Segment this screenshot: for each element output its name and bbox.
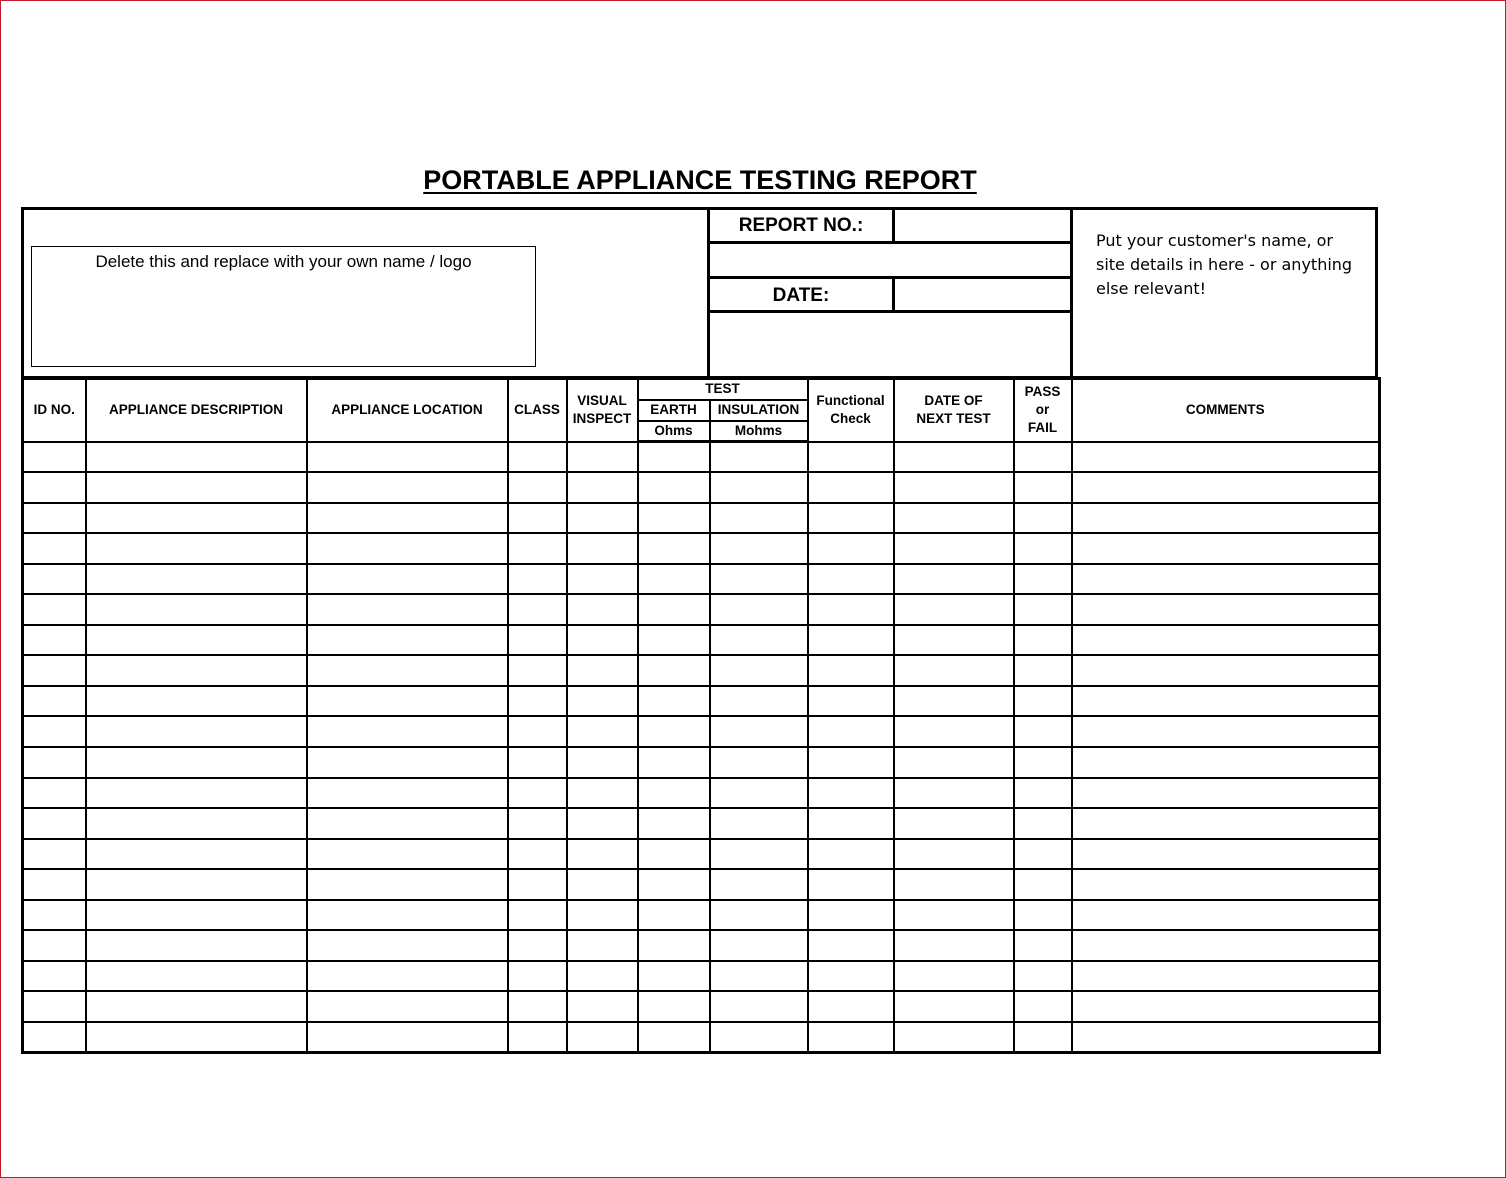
- table-cell[interactable]: [23, 472, 86, 503]
- table-cell[interactable]: [1014, 869, 1072, 900]
- table-cell[interactable]: [1014, 442, 1072, 473]
- table-cell[interactable]: [508, 930, 567, 961]
- col-earth-unit: Ohms: [638, 421, 710, 442]
- table-cell[interactable]: [638, 594, 710, 625]
- table-cell[interactable]: [808, 839, 894, 870]
- table-cell[interactable]: [710, 472, 808, 503]
- table-row: [23, 778, 1380, 809]
- table-cell[interactable]: [307, 625, 508, 656]
- table-cell[interactable]: [638, 869, 710, 900]
- table-cell[interactable]: [23, 503, 86, 534]
- table-cell[interactable]: [86, 594, 307, 625]
- table-cell[interactable]: [508, 991, 567, 1022]
- col-visual-line-1: VISUAL: [577, 393, 627, 409]
- table-cell[interactable]: [508, 900, 567, 931]
- col-pass-fail: [1014, 379, 1072, 442]
- table-cell[interactable]: [86, 930, 307, 961]
- col-next-test-line-2: NEXT TEST: [916, 411, 991, 427]
- table-cell[interactable]: [307, 1022, 508, 1053]
- table-row: [23, 625, 1380, 656]
- table-cell[interactable]: [1072, 961, 1380, 992]
- table-cell[interactable]: [710, 503, 808, 534]
- table-cell[interactable]: [638, 808, 710, 839]
- table-cell[interactable]: [86, 716, 307, 747]
- table-cell[interactable]: [808, 442, 894, 473]
- table-cell[interactable]: [1072, 778, 1380, 809]
- table-cell[interactable]: [86, 778, 307, 809]
- col-id-no: ID NO.: [23, 379, 86, 442]
- table-row: [23, 716, 1380, 747]
- table-cell[interactable]: [307, 991, 508, 1022]
- table-cell[interactable]: [1014, 961, 1072, 992]
- table-cell[interactable]: [307, 533, 508, 564]
- table-cell[interactable]: [567, 686, 638, 717]
- table-row: [23, 533, 1380, 564]
- col-appliance-description: APPLIANCE DESCRIPTION: [86, 379, 307, 442]
- table-cell[interactable]: [808, 533, 894, 564]
- table-cell[interactable]: [638, 686, 710, 717]
- col-comments: COMMENTS: [1072, 379, 1380, 442]
- table-cell[interactable]: [1014, 625, 1072, 656]
- table-cell[interactable]: [1072, 1022, 1380, 1053]
- table-cell[interactable]: [508, 869, 567, 900]
- table-cell[interactable]: [638, 503, 710, 534]
- table-cell[interactable]: [23, 839, 86, 870]
- table-row: [23, 961, 1380, 992]
- col-earth: EARTH: [638, 400, 710, 421]
- table-cell[interactable]: [508, 503, 567, 534]
- col-pass-line-2: or: [1035, 402, 1050, 418]
- table-cell[interactable]: [808, 961, 894, 992]
- table-cell[interactable]: [86, 991, 307, 1022]
- table-cell[interactable]: [710, 961, 808, 992]
- table-cell[interactable]: [638, 716, 710, 747]
- col-visual-inspect: [567, 379, 638, 442]
- table-cell[interactable]: [567, 900, 638, 931]
- table-cell[interactable]: [567, 778, 638, 809]
- table-cell[interactable]: [508, 564, 567, 595]
- table-cell[interactable]: [86, 869, 307, 900]
- table-cell[interactable]: [638, 442, 710, 473]
- table-cell[interactable]: [1014, 716, 1072, 747]
- col-pass-line-3: FAIL: [1027, 420, 1058, 436]
- table-cell[interactable]: [1014, 839, 1072, 870]
- report-title: PORTABLE APPLIANCE TESTING REPORT: [423, 165, 977, 195]
- table-cell[interactable]: [23, 778, 86, 809]
- table-cell[interactable]: [710, 930, 808, 961]
- col-insulation-unit: Mohms: [710, 421, 808, 442]
- table-cell[interactable]: [894, 900, 1014, 931]
- table-cell[interactable]: [567, 564, 638, 595]
- table-row: [23, 991, 1380, 1022]
- table-cell[interactable]: [23, 655, 86, 686]
- table-cell[interactable]: [1072, 686, 1380, 717]
- table-cell[interactable]: [23, 442, 86, 473]
- table-cell[interactable]: [710, 991, 808, 1022]
- table-cell[interactable]: [508, 808, 567, 839]
- table-cell[interactable]: [710, 564, 808, 595]
- table-cell[interactable]: [1014, 503, 1072, 534]
- table-cell[interactable]: [508, 961, 567, 992]
- table-cell[interactable]: [23, 533, 86, 564]
- table-cell[interactable]: [638, 747, 710, 778]
- col-visual-line-2: INSPECT: [572, 411, 632, 427]
- table-cell[interactable]: [1014, 747, 1072, 778]
- table-cell[interactable]: [1072, 991, 1380, 1022]
- table-cell[interactable]: [808, 747, 894, 778]
- table-cell[interactable]: [307, 747, 508, 778]
- table-cell[interactable]: [307, 594, 508, 625]
- table-cell[interactable]: [1014, 655, 1072, 686]
- date-field[interactable]: [895, 279, 1067, 310]
- table-cell[interactable]: [710, 655, 808, 686]
- table-cell[interactable]: [567, 1022, 638, 1053]
- table-cell[interactable]: [808, 503, 894, 534]
- table-cell[interactable]: [808, 869, 894, 900]
- table-cell[interactable]: [894, 869, 1014, 900]
- table-cell[interactable]: [86, 655, 307, 686]
- table-cell[interactable]: [1072, 930, 1380, 961]
- report-notes-field[interactable]: [710, 313, 1067, 377]
- table-cell[interactable]: [86, 808, 307, 839]
- table-cell[interactable]: [508, 594, 567, 625]
- table-cell[interactable]: [307, 808, 508, 839]
- table-row: [23, 930, 1380, 961]
- table-cell[interactable]: [86, 442, 307, 473]
- table-cell[interactable]: [23, 1022, 86, 1053]
- table-cell[interactable]: [1072, 594, 1380, 625]
- table-cell[interactable]: [567, 442, 638, 473]
- table-cell[interactable]: [894, 716, 1014, 747]
- table-cell[interactable]: [307, 900, 508, 931]
- table-cell[interactable]: [23, 686, 86, 717]
- table-cell[interactable]: [508, 686, 567, 717]
- table-cell[interactable]: [1014, 808, 1072, 839]
- table-cell[interactable]: [1014, 900, 1072, 931]
- table-cell[interactable]: [808, 625, 894, 656]
- table-cell[interactable]: [710, 594, 808, 625]
- table-cell[interactable]: [508, 625, 567, 656]
- table-row: [23, 686, 1380, 717]
- table-cell[interactable]: [307, 839, 508, 870]
- table-row: [23, 839, 1380, 870]
- table-cell[interactable]: [638, 655, 710, 686]
- table-cell[interactable]: [1072, 808, 1380, 839]
- table-cell[interactable]: [1072, 503, 1380, 534]
- table-cell[interactable]: [23, 961, 86, 992]
- table-cell[interactable]: [1072, 564, 1380, 595]
- table-cell[interactable]: [23, 564, 86, 595]
- table-cell[interactable]: [567, 716, 638, 747]
- table-cell[interactable]: [710, 839, 808, 870]
- table-cell[interactable]: [710, 533, 808, 564]
- col-insulation: INSULATION: [710, 400, 808, 421]
- table-cell[interactable]: [23, 747, 86, 778]
- table-cell[interactable]: [894, 503, 1014, 534]
- table-cell[interactable]: [710, 900, 808, 931]
- col-appliance-location: APPLIANCE LOCATION: [307, 379, 508, 442]
- table-cell[interactable]: [1072, 900, 1380, 931]
- table-cell[interactable]: [808, 900, 894, 931]
- table-cell[interactable]: [710, 778, 808, 809]
- col-functional-line-2: Check: [830, 411, 871, 427]
- table-cell[interactable]: [307, 961, 508, 992]
- table-cell[interactable]: [710, 625, 808, 656]
- table-cell[interactable]: [808, 655, 894, 686]
- table-cell[interactable]: [894, 747, 1014, 778]
- table-cell[interactable]: [307, 503, 508, 534]
- table-cell[interactable]: [1072, 655, 1380, 686]
- table-cell[interactable]: [894, 778, 1014, 809]
- table-cell[interactable]: [307, 869, 508, 900]
- table-cell[interactable]: [1014, 472, 1072, 503]
- col-next-test-line-1: DATE OF: [924, 393, 983, 409]
- table-cell[interactable]: [638, 472, 710, 503]
- table-cell[interactable]: [1014, 1022, 1072, 1053]
- table-cell[interactable]: [1014, 930, 1072, 961]
- table-cell[interactable]: [567, 594, 638, 625]
- table-cell[interactable]: [86, 961, 307, 992]
- table-row: [23, 900, 1380, 931]
- table-cell[interactable]: [710, 869, 808, 900]
- table-cell[interactable]: [307, 442, 508, 473]
- table-cell[interactable]: [307, 686, 508, 717]
- table-cell[interactable]: [508, 839, 567, 870]
- table-cell[interactable]: [508, 472, 567, 503]
- table-row: [23, 564, 1380, 595]
- table-cell[interactable]: [808, 716, 894, 747]
- table-row: [23, 808, 1380, 839]
- table-cell[interactable]: [86, 686, 307, 717]
- table-cell[interactable]: [638, 991, 710, 1022]
- table-cell[interactable]: [23, 594, 86, 625]
- table-row: [23, 1022, 1380, 1053]
- table-cell[interactable]: [307, 930, 508, 961]
- table-cell[interactable]: [808, 808, 894, 839]
- table-cell[interactable]: [710, 747, 808, 778]
- table-cell[interactable]: [638, 564, 710, 595]
- table-cell[interactable]: [23, 869, 86, 900]
- report-no-field[interactable]: [895, 210, 1067, 241]
- table-cell[interactable]: [710, 716, 808, 747]
- table-cell[interactable]: [567, 869, 638, 900]
- table-cell[interactable]: [894, 808, 1014, 839]
- table-cell[interactable]: [638, 625, 710, 656]
- table-cell[interactable]: [567, 961, 638, 992]
- table-cell[interactable]: [567, 503, 638, 534]
- col-class: CLASS: [508, 379, 567, 442]
- col-pass-line-1: PASS: [1024, 384, 1061, 400]
- table-cell[interactable]: [710, 1022, 808, 1053]
- table-cell[interactable]: [894, 625, 1014, 656]
- table-cell[interactable]: [23, 930, 86, 961]
- table-cell[interactable]: [1072, 533, 1380, 564]
- table-cell[interactable]: [894, 655, 1014, 686]
- date-label: DATE:: [772, 285, 830, 306]
- table-cell[interactable]: [1072, 716, 1380, 747]
- table-cell[interactable]: [23, 900, 86, 931]
- table-cell[interactable]: [508, 533, 567, 564]
- table-cell[interactable]: [508, 778, 567, 809]
- table-cell[interactable]: [638, 900, 710, 931]
- table-cell[interactable]: [567, 625, 638, 656]
- table-cell[interactable]: [894, 1022, 1014, 1053]
- table-cell[interactable]: [567, 655, 638, 686]
- col-date-next-test: [894, 379, 1014, 442]
- logo-placeholder[interactable]: Delete this and replace with your own name / logo: [31, 246, 536, 367]
- table-cell[interactable]: [567, 747, 638, 778]
- table-cell[interactable]: [307, 564, 508, 595]
- table-cell[interactable]: [894, 991, 1014, 1022]
- table-cell[interactable]: [86, 747, 307, 778]
- table-cell[interactable]: [1072, 472, 1380, 503]
- table-cell[interactable]: [894, 686, 1014, 717]
- table-cell[interactable]: [808, 1022, 894, 1053]
- table-cell[interactable]: [638, 930, 710, 961]
- table-cell[interactable]: [1014, 686, 1072, 717]
- table-cell[interactable]: [1072, 625, 1380, 656]
- col-functional-line-1: Functional: [816, 393, 885, 409]
- table-cell[interactable]: [894, 930, 1014, 961]
- table-row: [23, 869, 1380, 900]
- table-cell[interactable]: [567, 839, 638, 870]
- report-extra-field[interactable]: [710, 244, 1067, 276]
- table-row: [23, 747, 1380, 778]
- table-cell[interactable]: [894, 564, 1014, 595]
- table-cell[interactable]: [638, 839, 710, 870]
- table-cell[interactable]: [808, 594, 894, 625]
- table-cell[interactable]: [710, 686, 808, 717]
- table-cell[interactable]: [23, 625, 86, 656]
- table-row: [23, 594, 1380, 625]
- table-cell[interactable]: [307, 655, 508, 686]
- test-results-table: [21, 377, 1381, 1054]
- table-cell[interactable]: [1014, 564, 1072, 595]
- table-cell[interactable]: [710, 442, 808, 473]
- table-cell[interactable]: [23, 716, 86, 747]
- table-cell[interactable]: [567, 533, 638, 564]
- table-cell[interactable]: [86, 900, 307, 931]
- table-cell[interactable]: [1014, 778, 1072, 809]
- report-no-label: REPORT NO.:: [738, 215, 864, 236]
- table-cell[interactable]: [307, 472, 508, 503]
- table-cell[interactable]: [710, 808, 808, 839]
- table-cell[interactable]: [638, 1022, 710, 1053]
- table-cell[interactable]: [567, 808, 638, 839]
- table-cell[interactable]: [86, 625, 307, 656]
- table-cell[interactable]: [638, 778, 710, 809]
- table-cell[interactable]: [638, 533, 710, 564]
- table-cell[interactable]: [894, 594, 1014, 625]
- table-cell[interactable]: [23, 991, 86, 1022]
- table-cell[interactable]: [567, 472, 638, 503]
- table-cell[interactable]: [1014, 991, 1072, 1022]
- table-cell[interactable]: [567, 991, 638, 1022]
- table-cell[interactable]: [86, 839, 307, 870]
- col-functional-check: [808, 379, 894, 442]
- table-cell[interactable]: [1072, 747, 1380, 778]
- table-cell[interactable]: [1014, 533, 1072, 564]
- table-row: [23, 655, 1380, 686]
- table-cell[interactable]: [1072, 442, 1380, 473]
- col-test-group: TEST: [638, 379, 808, 400]
- table-cell[interactable]: [808, 778, 894, 809]
- table-cell[interactable]: [638, 961, 710, 992]
- table-cell[interactable]: [894, 533, 1014, 564]
- table-row: [23, 503, 1380, 534]
- table-cell[interactable]: [307, 778, 508, 809]
- table-cell[interactable]: [86, 472, 307, 503]
- table-cell[interactable]: [508, 1022, 567, 1053]
- table-cell[interactable]: [1072, 839, 1380, 870]
- table-cell[interactable]: [894, 472, 1014, 503]
- table-cell[interactable]: [808, 930, 894, 961]
- table-cell[interactable]: [86, 533, 307, 564]
- table-cell[interactable]: [1014, 594, 1072, 625]
- table-cell[interactable]: [894, 442, 1014, 473]
- table-cell[interactable]: [23, 808, 86, 839]
- table-cell[interactable]: [508, 655, 567, 686]
- table-cell[interactable]: [86, 564, 307, 595]
- table-cell[interactable]: [567, 930, 638, 961]
- table-cell[interactable]: [808, 686, 894, 717]
- table-cell[interactable]: [808, 991, 894, 1022]
- table-cell[interactable]: [508, 716, 567, 747]
- table-cell[interactable]: [508, 747, 567, 778]
- table-cell[interactable]: [894, 839, 1014, 870]
- table-cell[interactable]: [508, 442, 567, 473]
- table-cell[interactable]: [307, 716, 508, 747]
- table-row: [23, 472, 1380, 503]
- table-cell[interactable]: [86, 1022, 307, 1053]
- table-cell[interactable]: [808, 564, 894, 595]
- table-cell[interactable]: [86, 503, 307, 534]
- table-row: [23, 442, 1380, 473]
- table-cell[interactable]: [1072, 869, 1380, 900]
- table-cell[interactable]: [894, 961, 1014, 992]
- customer-details-note[interactable]: Put your customer's name, or site details in here - or anything else relevant!: [1096, 231, 1353, 298]
- table-cell[interactable]: [808, 472, 894, 503]
